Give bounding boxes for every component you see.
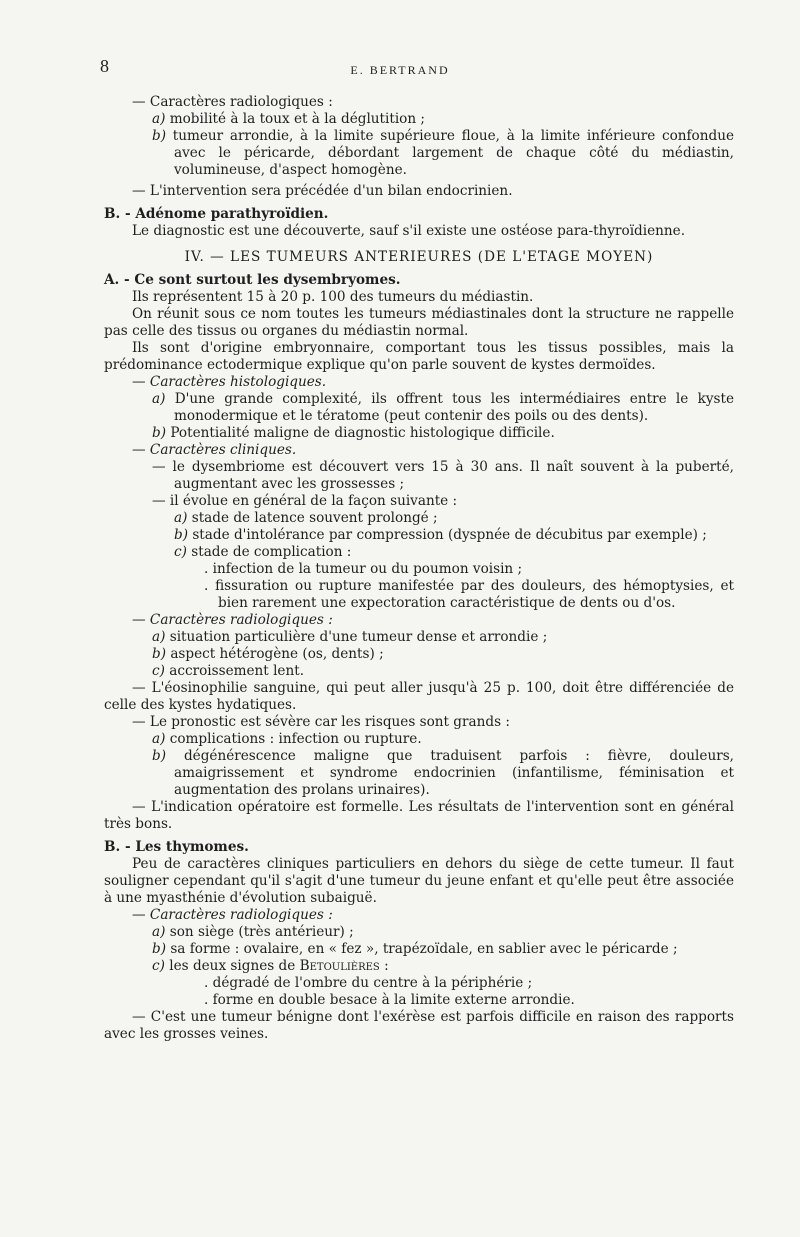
paragraph bbox=[104, 289, 734, 306]
text-run: On réunit sous ce nom toutes les tumeurs médiastinales dont la structure ne rappelle pas celle des tissus ou organes du médiastin normal. bbox=[104, 306, 734, 339]
list-item bbox=[132, 442, 734, 459]
italic-text: Caractères radiologiques : bbox=[149, 612, 333, 628]
text-run: Peu de caractères cliniques particuliers en dehors du siège de cette tumeur. Il faut souligner cependant qu'il s'agit d'une tumeur du jeune enfant et qu'elle peut être associée à une myasthénie d'évolution subaiguë. bbox=[104, 856, 734, 906]
italic-text: c) bbox=[174, 544, 192, 560]
text-run: — Le pronostic est sévère car les risques sont grands : bbox=[132, 714, 510, 730]
text-run: — bbox=[132, 612, 150, 628]
paragraph bbox=[104, 680, 734, 714]
running-head: E. BERTRAND bbox=[350, 63, 450, 77]
paragraph bbox=[104, 1009, 734, 1043]
list-item bbox=[174, 544, 734, 561]
page-body bbox=[104, 94, 734, 1043]
text-run: tumeur arrondie, à la limite supérieure floue, à la limite inférieure confondue avec le péricarde, débordant largement de chaque côté du médiastin, volumineuse, d'aspect homogène. bbox=[172, 128, 734, 178]
list-item bbox=[152, 941, 734, 958]
text-run: stade d'intolérance par compression (dyspnée de décubitus par exemple) ; bbox=[192, 527, 707, 543]
italic-text: a) bbox=[152, 629, 170, 645]
section-heading bbox=[104, 839, 734, 856]
text-run: — bbox=[132, 442, 150, 458]
text-run: Le diagnostic est une découverte, sauf s'il existe une ostéose para-thyroïdienne. bbox=[132, 223, 686, 239]
italic-text: b) bbox=[152, 941, 171, 957]
chapter-heading bbox=[104, 249, 734, 266]
text-run: Ils représentent 15 à 20 p. 100 des tumeurs du médiastin. bbox=[132, 289, 534, 305]
text-run: B. - Adénome parathyroïdien. bbox=[104, 206, 329, 222]
text-run: — il évolue en général de la façon suivante : bbox=[152, 493, 458, 509]
text-run: stade de latence souvent prolongé ; bbox=[191, 510, 438, 526]
text-run: — le dysembriome est découvert vers 15 à 30 ans. Il naît souvent à la puberté, augmentant avec les grossesses ; bbox=[152, 459, 734, 492]
text-run: sa forme : ovalaire, en « fez », trapézoïdale, en sablier avec le péricarde ; bbox=[170, 941, 678, 957]
text-run: situation particulière d'une tumeur dense et arrondie ; bbox=[169, 629, 548, 645]
text-run: dégénérescence maligne que traduisent parfois : fièvre, douleurs, amaigrissement et syndrome endocrinien (infantilisme, féminisation et augmentation des prolans urinaires). bbox=[174, 748, 734, 798]
italic-text: Caractères cliniques. bbox=[149, 442, 297, 458]
list-item bbox=[174, 510, 734, 527]
italic-text: a) bbox=[174, 510, 192, 526]
list-item bbox=[152, 459, 734, 493]
italic-text: a) bbox=[152, 111, 170, 127]
list-item bbox=[152, 493, 734, 510]
list-item bbox=[152, 646, 734, 663]
text-run: — C'est une tumeur bénigne dont l'exérèse est parfois difficile en raison des rapports avec les grosses veines. bbox=[104, 1009, 734, 1042]
text-run: A. - Ce sont surtout les dysembryomes. bbox=[104, 272, 401, 288]
text-run: aspect hétérogène (os, dents) ; bbox=[170, 646, 384, 662]
text-run: Ils sont d'origine embryonnaire, comportant tous les tissus possibles, mais la prédominance ectodermique explique qu'on parle souvent de kystes dermoïdes. bbox=[104, 340, 734, 373]
list-item bbox=[132, 183, 734, 200]
text-run: stade de complication : bbox=[191, 544, 352, 560]
list-item bbox=[152, 128, 734, 179]
list-item bbox=[132, 94, 734, 111]
list-item bbox=[152, 425, 734, 442]
section-heading bbox=[104, 206, 734, 223]
text-run: . forme en double besace à la limite externe arrondie. bbox=[204, 992, 575, 1008]
italic-text: Caractères histologiques. bbox=[149, 374, 327, 390]
section-heading bbox=[104, 272, 734, 289]
list-item bbox=[204, 578, 734, 612]
list-item bbox=[132, 612, 734, 629]
italic-text: b) bbox=[152, 425, 171, 441]
text-run: — bbox=[132, 907, 150, 923]
italic-text: b) bbox=[152, 748, 184, 764]
text-run: Caractères radiologiques : bbox=[149, 94, 333, 110]
italic-text: c) bbox=[152, 663, 170, 679]
text-run: . infection de la tumeur ou du poumon voisin ; bbox=[204, 561, 523, 577]
text-run: B. - Les thymomes. bbox=[104, 839, 249, 855]
text-run: — L'éosinophilie sanguine, qui peut aller jusqu'à 25 p. 100, doit être différenciée de celle des kystes hydatiques. bbox=[104, 680, 734, 713]
list-item bbox=[132, 714, 734, 731]
text-run: — L'indication opératoire est formelle. Les résultats de l'intervention sont en général très bons. bbox=[104, 799, 734, 832]
italic-text: Caractères radiologiques : bbox=[149, 907, 333, 923]
list-item bbox=[152, 958, 734, 975]
italic-text: a) bbox=[152, 731, 170, 747]
text-run: les deux signes de bbox=[169, 958, 300, 974]
paragraph bbox=[104, 306, 734, 340]
text-run: — bbox=[132, 374, 150, 390]
italic-text: a) bbox=[152, 391, 175, 407]
list-item bbox=[152, 731, 734, 748]
text-run: — bbox=[132, 94, 150, 110]
paragraph bbox=[104, 340, 734, 374]
list-item bbox=[152, 111, 734, 128]
text-run: : bbox=[379, 958, 389, 974]
text-run: IV. — LES TUMEURS ANTERIEURES (DE L'ETAGE MOYEN) bbox=[184, 249, 654, 265]
paragraph bbox=[104, 223, 734, 240]
text-run: D'une grande complexité, ils offrent tous les intermédiaires entre le kyste monodermique et le tératome (peut contenir des poils ou des dents). bbox=[174, 391, 735, 424]
list-item bbox=[132, 907, 734, 924]
list-item bbox=[152, 748, 734, 799]
page-number: 8 bbox=[100, 56, 109, 76]
list-item bbox=[204, 992, 734, 1009]
text-run: complications : infection ou rupture. bbox=[169, 731, 422, 747]
text-run: Potentialité maligne de diagnostic histologique difficile. bbox=[170, 425, 555, 441]
text-run: . fissuration ou rupture manifestée par des douleurs, des hémoptysies, et bien rarement une expectoration caractéristique de dents ou d'os. bbox=[204, 578, 734, 611]
text-run: — L'intervention sera précédée d'un bilan endocrinien. bbox=[132, 183, 513, 199]
italic-text: b) bbox=[152, 646, 171, 662]
italic-text: c) bbox=[152, 958, 170, 974]
italic-text: b) bbox=[152, 128, 173, 144]
list-item bbox=[152, 629, 734, 646]
italic-text: a) bbox=[152, 924, 170, 940]
list-item bbox=[152, 924, 734, 941]
list-item bbox=[132, 374, 734, 391]
text-run: mobilité à la toux et à la déglutition ; bbox=[169, 111, 426, 127]
text-run: . dégradé de l'ombre du centre à la périphérie ; bbox=[204, 975, 533, 991]
list-item bbox=[152, 391, 735, 425]
paragraph bbox=[104, 799, 734, 833]
list-item bbox=[204, 561, 734, 578]
list-item bbox=[204, 975, 734, 992]
text-run: son siège (très antérieur) ; bbox=[169, 924, 354, 940]
italic-text: b) bbox=[174, 527, 193, 543]
list-item bbox=[174, 527, 734, 544]
text-run: accroissement lent. bbox=[169, 663, 305, 679]
paragraph bbox=[104, 856, 734, 907]
small-caps-text: Betoulières bbox=[299, 958, 380, 974]
list-item bbox=[152, 663, 734, 680]
